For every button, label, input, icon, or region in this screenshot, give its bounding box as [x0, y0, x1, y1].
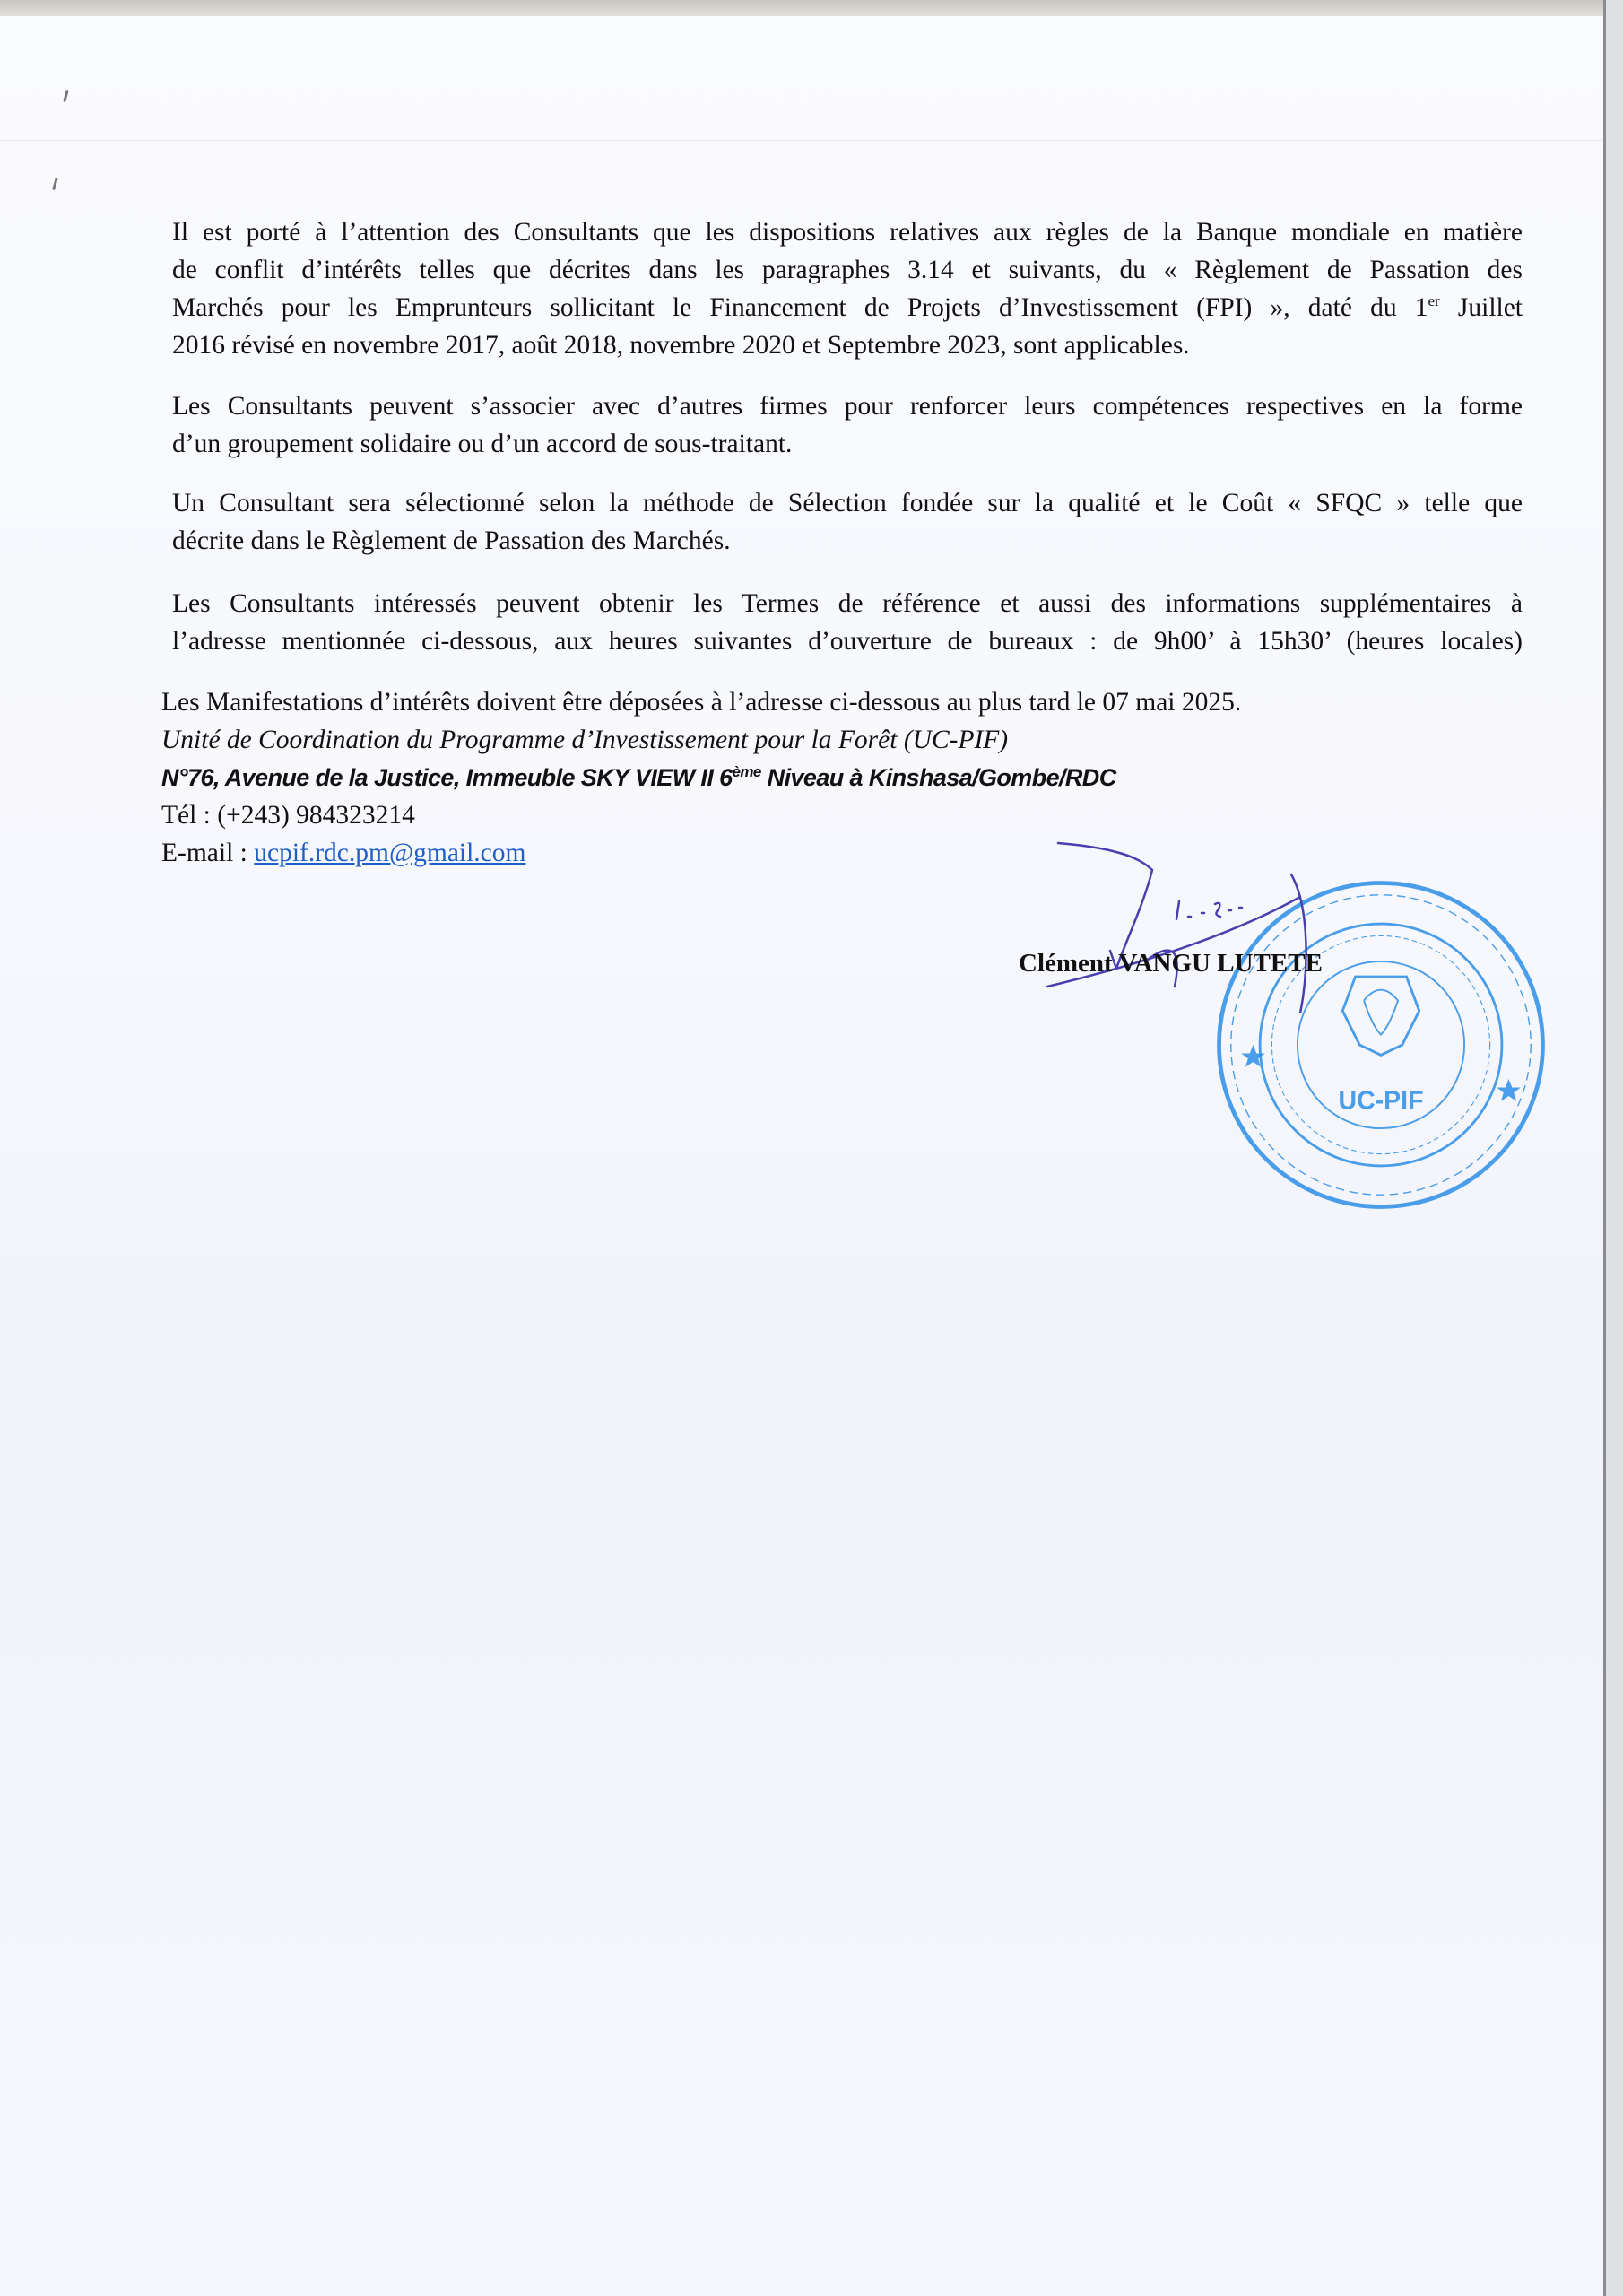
- paragraph-association: [172, 387, 1523, 463]
- handwritten-signature: [1040, 834, 1417, 1013]
- text-fragment: Niveau à Kinshasa/Gombe/RDC: [760, 764, 1116, 791]
- text-line: Les Consultants intéressés peuvent obtenir les Termes de référence et aussi des informations supplémentaires à: [172, 589, 1523, 618]
- paragraph-selection-method: [172, 484, 1523, 560]
- signatory-name: Clément VANGU LUTETE: [1019, 949, 1323, 978]
- scan-top-edge: [0, 0, 1623, 16]
- scan-right-margin: [1606, 0, 1623, 2296]
- text-line: de conflit d’intérêts telles que décrites dans les paragraphes 3.14 et suivants, du « Règlement de Passation des: [172, 256, 1523, 284]
- text-fragment: Juillet: [1439, 293, 1523, 322]
- organization-name: Unité de Coordination du Programme d’Investissement pour la Forêt (UC-PIF): [161, 726, 1009, 754]
- text-fragment: N°76, Avenue de la Justice, Immeuble SKY VIEW II 6: [161, 764, 733, 791]
- text-line: [172, 289, 1523, 326]
- text-line: Les Consultants peuvent s’associer avec d’autres firmes pour renforcer leurs compétences respectives en la forme: [172, 392, 1523, 421]
- page-fold-line: [0, 140, 1603, 141]
- text-fragment: Marchés pour les Emprunteurs sollicitant le Financement de Projets d’Investissement (FPI) », daté du 1: [172, 293, 1428, 322]
- telephone: Tél : (+243) 984323214: [161, 801, 415, 830]
- email-link[interactable]: ucpif.rdc.pm@gmail.com: [254, 839, 526, 867]
- deadline-text: Les Manifestations d’intérêts doivent être déposées à l’adresse ci-dessous au plus tard le 07 mai 2025.: [161, 688, 1242, 717]
- text-line: l’adresse mentionnée ci-dessous, aux heures suivantes d’ouverture de bureaux : de 9h00’ à 15h30’ (heures locales): [172, 627, 1523, 656]
- paragraph-terms-of-reference: [172, 585, 1523, 660]
- superscript: er: [1428, 292, 1440, 310]
- page-right-edge: [1603, 0, 1606, 2296]
- scan-mark: [63, 90, 69, 102]
- street-address: [161, 759, 1512, 796]
- stamp-center-text: UC-PIF: [1338, 1086, 1424, 1116]
- scan-mark: [52, 178, 58, 190]
- text-line: 2016 révisé en novembre 2017, août 2018, novembre 2020 et Septembre 2023, sont applicables.: [172, 331, 1190, 360]
- superscript: ème: [732, 763, 761, 780]
- text-line: d’un groupement solidaire ou d’un accord de sous-traitant.: [172, 430, 793, 458]
- email-label: E-mail :: [161, 839, 255, 867]
- text-line: décrite dans le Règlement de Passation des Marchés.: [172, 526, 731, 555]
- text-line: Il est porté à l’attention des Consultants que les dispositions relatives aux règles de la Banque mondiale en matière: [172, 218, 1523, 247]
- paragraph-conflict-of-interest: [172, 213, 1523, 364]
- text-line: Un Consultant sera sélectionné selon la méthode de Sélection fondée sur la qualité et le Coût « SFQC » telle que: [172, 489, 1523, 517]
